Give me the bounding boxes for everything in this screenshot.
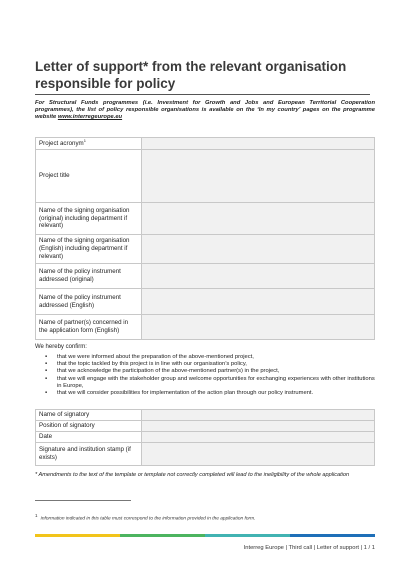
footnote-text: Information indicated in this table must correspond to the information provided in the application form. (40, 516, 256, 522)
row-label-org-original: Name of the signing organisation (original) including department if relevant) (36, 203, 142, 235)
confirm-list (35, 354, 375, 397)
row-label-project-title: Project title (36, 150, 142, 203)
project-title-field[interactable] (142, 150, 375, 203)
list-item: ▪ that we will consider possibilities for implementation of the action plan through our policy instrument. (45, 390, 314, 397)
list-item: ▪ that we acknowledge the participation of the above-mentioned partner(s) in the project, (45, 368, 280, 375)
row-label-date: Date (36, 432, 142, 443)
table-row (36, 443, 375, 466)
signature-table (35, 409, 375, 466)
bullet-icon: ▪ (45, 375, 48, 382)
footnote-rule (35, 500, 131, 501)
amendments-note: * Amendments to the text of the template or template not correctly completed will lead to the ineligibility of the whole application (35, 472, 350, 478)
bullet-icon: ▪ (45, 361, 48, 368)
org-original-field[interactable] (142, 203, 375, 235)
bullet-icon: ▪ (45, 390, 48, 397)
list-item: ▪ that we will engage with the stakeholder group and welcome opportunities for exchanging experiences with other institutions in Europe, (45, 375, 375, 389)
signatory-position-field[interactable] (142, 421, 375, 432)
bullet-icon: ▪ (45, 368, 48, 375)
project-acronym-field[interactable] (142, 138, 375, 150)
footnote-marker: 1 (83, 137, 86, 143)
table-row (36, 315, 375, 340)
title-rule (35, 94, 370, 95)
intro-paragraph (35, 100, 375, 122)
bullet-icon: ▪ (45, 354, 48, 360)
row-label-partners: Name of partner(s) concerned in the application form (English) (36, 315, 142, 340)
intro-text: For Structural Funds programmes (i.e. Investment for Growth and Jobs and European Territorial Cooperation programmes), the list of policy responsible organisations is available on the ‘In my country’ pages on the programme website (35, 100, 375, 121)
programme-website-link[interactable]: www.interregeurope.eu (57, 114, 123, 121)
instrument-original-field[interactable] (142, 264, 375, 289)
list-item: ▪ that we were informed about the preparation of the above-mentioned project, (45, 354, 254, 360)
footer-bar-green (120, 534, 205, 537)
partners-field[interactable] (142, 315, 375, 340)
instrument-english-field[interactable] (142, 289, 375, 315)
table-row (36, 150, 375, 203)
table-row (36, 289, 375, 315)
row-label-signatory-name: Name of signatory (36, 410, 142, 421)
footer-bar-blue (290, 534, 375, 537)
table-row (36, 421, 375, 432)
date-field[interactable] (142, 432, 375, 443)
list-item: ▪ that the topic tackled by this project is in line with our organisation’s policy, (45, 361, 247, 368)
org-english-field[interactable] (142, 235, 375, 264)
table-row (36, 432, 375, 443)
footnote (35, 513, 375, 522)
footnote-number: 1 (35, 513, 38, 518)
row-label-instrument-english: Name of the policy instrument addressed (English) (36, 289, 142, 315)
project-info-table (35, 137, 375, 340)
row-label-instrument-original: Name of the policy instrument addressed (original) (36, 264, 142, 289)
table-row (36, 235, 375, 264)
page-title: Letter of support* from the relevant organisation responsible for policy (35, 59, 347, 91)
page-footer: Interreg Europe | Third call | Letter of support | 1 / 1 (243, 545, 375, 551)
footer-bar-yellow (35, 534, 120, 537)
row-label-signatory-position: Position of signatory (36, 421, 142, 432)
row-label-signature: Signature and institution stamp (if exists) (36, 443, 142, 466)
signature-field[interactable] (142, 443, 375, 466)
confirm-heading: We hereby confirm: (35, 344, 87, 350)
table-row (36, 410, 375, 421)
row-label-org-english: Name of the signing organisation (English) including department if relevant) (36, 235, 142, 264)
table-row (36, 264, 375, 289)
table-row (36, 138, 375, 150)
signatory-name-field[interactable] (142, 410, 375, 421)
footer-bar-teal (205, 534, 290, 537)
row-label-project-acronym: Project acronym$^1$ (36, 138, 142, 150)
table-row (36, 203, 375, 235)
